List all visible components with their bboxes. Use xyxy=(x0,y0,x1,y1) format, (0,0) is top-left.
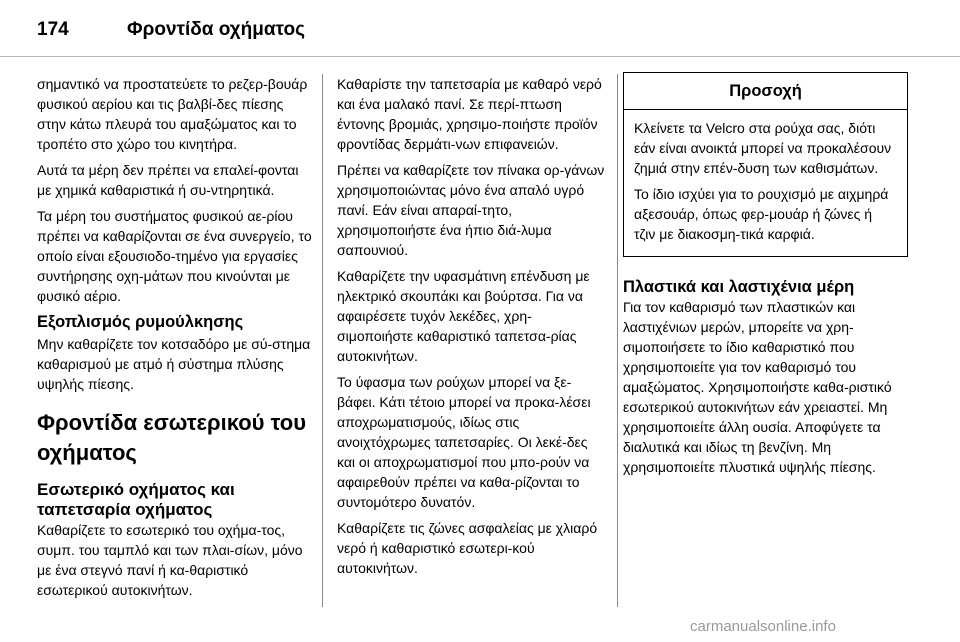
column-divider-2 xyxy=(617,74,618,607)
paragraph-gas-tank: σημαντικό να προστατεύετε το ρεζερ-βουάρ φυσικού αερίου και τις βαλβί-δες πίεσης στην κάτω πλευρά του αμαξώματος και το τροπέτο στο χώρο του κινητήρα. xyxy=(37,76,308,152)
paragraph-instrument-panel: Πρέπει να καθαρίζετε τον πίνακα ορ-γάνων χρησιμοποιώντας μόνο ένα απαλό υγρό πανί. Εάν είναι απαραί-τητο, χρησιμοποιήστε ένα ήπιο διά-λυμα σαπουνιού. xyxy=(337,162,605,258)
column-divider-1 xyxy=(322,74,323,607)
caution-sharp-accessories-text: Το ίδιο ισχύει για το ρουχισμό με αιχμηρά αξεσουάρ, όπως φερ-μουάρ ή ζώνες ή τζιν με διακοσμη-τικά καρφιά. xyxy=(634,186,889,242)
column-2 xyxy=(337,74,607,584)
interior-upholstery-text: Καθαρίζετε το εσωτερικό του οχήμα-τος, συμπ. του ταμπλό και των πλαι-σίων, μόνο με ένα στεγνό πανί ή κα-θαριστικό εσωτερικού αυτοκινήτων. xyxy=(37,522,303,598)
caution-velcro-text: Κλείνετε τα Velcro στα ρούχα σας, διότι εάν είναι ανοικτά μπορεί να προκαλέσουν ζημιά στην επέν-δυση των καθισμάτων. xyxy=(634,120,892,176)
paragraph-no-chemicals: Αυτά τα μέρη δεν πρέπει να επαλεί-φονται με χημικά καθαριστικά ή συ-ντηρητικά. xyxy=(37,162,299,198)
paragraph-fabric-lining: Καθαρίζετε την υφασμάτινη επένδυση με ηλεκτρικό σκουπάκι και βούρτσα. Για να αφαιρέσετε τυχόν λεκέδες, χρη-σιμοποιήστε καθαριστικό ταπετσα-ρίας αυτοκινήτων. xyxy=(337,268,590,364)
page-number: 174 xyxy=(37,19,69,40)
paragraph-upholstery-cleaning: Καθαρίστε την ταπετσαρία με καθαρό νερό και ένα μαλακό πανί. Σε περί-πτωση έντονης βρομιάς, χρησιμο-ποιήστε προϊόν φροντίδας δερμάτι-νων επιφανειών. xyxy=(337,76,602,152)
paragraph-gas-system-workshop: Τα μέρη του συστήματος φυσικού αε-ρίου πρέπει να καθαρίζονται σε ένα συνεργείο, το οποίο είναι εξουσιοδο-τημένο για εργασίες συντήρησης οχη-μάτων που κινούνται με φυσικό αέριο. xyxy=(37,208,312,304)
caution-box xyxy=(623,72,908,257)
watermark: carmanualsonline.info xyxy=(690,618,836,635)
caution-title: Προσοχή xyxy=(624,73,907,110)
plastic-rubber-text: Για τον καθαρισμό των πλαστικών και λαστιχένιων μερών, μπορείτε να χρη-σιμοποιήσετε το ίδιο καθαριστικό που χρησιμοποιείτε για τον καθαρισμό του αμαξώματος. Χρησιμοποιήστε καθα-ριστικό εσωτερικού αυτοκινήτων εάν χρειαστεί. Μη χρησιμοποιείτε άλλη ουσία. Αποφύγετε τα διαλυτικά και ιδίως τη βενζίνη. Μη χρησιμοποιείτε πλυστικά υψηλής πίεσης. xyxy=(623,299,892,475)
interior-care-heading: Φροντίδα εσωτερικού του οχήματος xyxy=(37,410,307,465)
column-3 xyxy=(623,74,908,483)
paragraph-clothing-dye: Το ύφασμα των ρούχων μπορεί να ξε-βάφει. Κάτι τέτοιο μπορεί να προκα-λέσει αποχρωματισμούς, ιδίως στις ανοιχτόχρωμες ταπετσαρίες. Οι λεκέ-δες και οι αποχρωματισμοί που μπο-ρούν να αφαιρεθούν πρέπει να καθα-ρίζονται το συντομότερο δυνατόν. xyxy=(337,374,591,510)
towing-equipment-text: Μην καθαρίζετε τον κοτσαδόρο με σύ-στημα καθαρισμού με ατμό ή σύστημα πλύσης υψηλής πίεσης. xyxy=(37,336,311,392)
paragraph-seat-belts: Καθαρίζετε τις ζώνες ασφαλείας με χλιαρό νερό ή καθαριστικό εσωτερι-κού αυτοκινήτων. xyxy=(337,520,598,576)
caution-body xyxy=(624,110,907,256)
interior-upholstery-heading: Εσωτερικό οχήματος και ταπετσαρία οχήματος xyxy=(37,480,235,519)
column-1 xyxy=(37,74,312,606)
towing-equipment-heading: Εξοπλισμός ρυμούλκησης xyxy=(37,313,244,331)
page-header xyxy=(0,0,960,70)
plastic-rubber-heading: Πλαστικά και λαστιχένια μέρη xyxy=(623,278,855,296)
header-divider xyxy=(0,56,960,57)
page-title: Φροντίδα οχήματος xyxy=(127,19,305,40)
